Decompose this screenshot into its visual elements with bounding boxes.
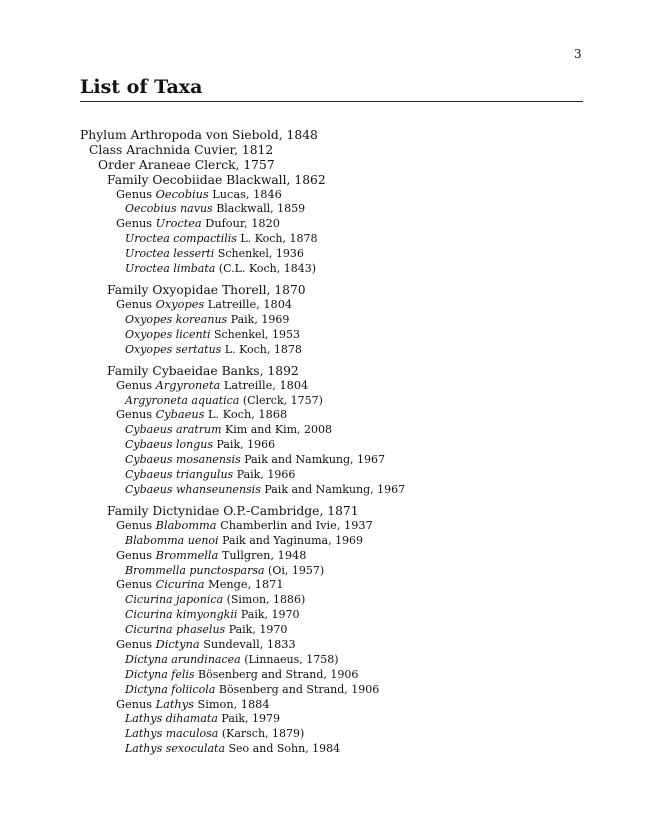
species-name: Cicurina kimyongkii xyxy=(125,608,238,622)
species-author: Seo and Sohn, 1984 xyxy=(228,742,341,756)
species-name: Cybaeus aratrum xyxy=(125,423,222,437)
species-entry xyxy=(80,668,580,683)
species-author: L. Koch, 1878 xyxy=(224,342,302,356)
family-entry: Family Dictynidae O.P.-Cambridge, 1871 xyxy=(107,503,359,518)
genus-prefix: Genus xyxy=(116,187,153,201)
genus-name: Brommella xyxy=(155,548,219,562)
genus-prefix: Genus xyxy=(116,217,153,231)
species-entry xyxy=(80,653,580,668)
genus-entry xyxy=(80,188,580,203)
genus-author: Chamberlin and Ivie, 1937 xyxy=(220,518,373,532)
species-name: Oxyopes koreanus xyxy=(125,312,228,326)
species-entry xyxy=(80,742,580,757)
species-name: Uroctea lesserti xyxy=(125,247,215,261)
species-author: Paik and Yaginuma, 1969 xyxy=(222,533,364,547)
species-entry xyxy=(80,232,580,247)
species-entry xyxy=(80,438,580,453)
class-entry: Class Arachnida Cuvier, 1812 xyxy=(89,142,274,157)
species-entry xyxy=(80,593,580,608)
genus-entry xyxy=(80,379,580,394)
species-name: Oxyopes sertatus xyxy=(125,342,222,356)
genus-author: Menge, 1871 xyxy=(208,578,284,592)
species-entry xyxy=(80,712,580,727)
species-entry xyxy=(80,534,580,549)
taxa-list xyxy=(80,128,580,757)
genus-prefix: Genus xyxy=(116,518,153,532)
species-author: (Oi, 1957) xyxy=(268,563,325,577)
genus-name: Dictyna xyxy=(155,637,200,651)
genus-entry xyxy=(80,217,580,232)
genus-author: Dufour, 1820 xyxy=(205,217,280,231)
genus-author: Latreille, 1804 xyxy=(223,378,309,392)
species-author: L. Koch, 1878 xyxy=(240,232,318,246)
genus-prefix: Genus xyxy=(116,378,153,392)
species-author: Paik, 1969 xyxy=(230,312,290,326)
species-entry xyxy=(80,683,580,698)
species-author: Kim and Kim, 2008 xyxy=(225,423,333,437)
species-author: Schenkel, 1953 xyxy=(213,327,301,341)
species-author: (Clerck, 1757) xyxy=(242,393,323,407)
species-name: Cybaeus triangulus xyxy=(125,467,234,481)
genus-entry xyxy=(80,408,580,423)
genus-name: Oecobius xyxy=(155,187,209,201)
genus-name: Lathys xyxy=(155,697,194,711)
family-entry: Family Cybaeidae Banks, 1892 xyxy=(107,363,299,378)
species-name: Cicurina japonica xyxy=(125,593,224,607)
species-author: (C.L. Koch, 1843) xyxy=(218,262,317,276)
species-entry xyxy=(80,328,580,343)
species-name: Blabomma uenoi xyxy=(125,533,219,547)
genus-name: Oxyopes xyxy=(155,297,205,311)
species-name: Cybaeus whanseunensis xyxy=(125,482,261,496)
species-author: (Linnaeus, 1758) xyxy=(244,652,339,666)
genus-entry xyxy=(80,698,580,713)
species-name: Oecobius navus xyxy=(125,202,213,216)
species-entry xyxy=(80,608,580,623)
title-rule xyxy=(80,101,583,102)
species-name: Dictyna felis xyxy=(125,667,195,681)
genus-entry xyxy=(80,549,580,564)
species-entry xyxy=(80,343,580,358)
species-entry xyxy=(80,623,580,638)
species-author: Paik, 1966 xyxy=(236,467,296,481)
species-name: Lathys maculosa xyxy=(125,727,219,741)
species-entry xyxy=(80,202,580,217)
genus-prefix: Genus xyxy=(116,697,153,711)
species-entry xyxy=(80,247,580,262)
species-name: Uroctea limbata xyxy=(125,262,216,276)
genus-prefix: Genus xyxy=(116,637,153,651)
genus-prefix: Genus xyxy=(116,548,153,562)
genus-author: Simon, 1884 xyxy=(197,697,270,711)
species-author: Paik, 1970 xyxy=(228,623,288,637)
genus-entry xyxy=(80,519,580,534)
species-entry xyxy=(80,468,580,483)
genus-prefix: Genus xyxy=(116,408,153,422)
order-entry: Order Araneae Clerck, 1757 xyxy=(98,157,275,172)
species-name: Brommella punctosparsa xyxy=(125,563,265,577)
genus-prefix: Genus xyxy=(116,578,153,592)
phylum-entry: Phylum Arthropoda von Siebold, 1848 xyxy=(80,128,318,142)
genus-name: Cybaeus xyxy=(155,408,205,422)
genus-name: Uroctea xyxy=(155,217,202,231)
species-name: Lathys sexoculata xyxy=(125,742,226,756)
species-entry xyxy=(80,564,580,579)
species-author: Bösenberg and Strand, 1906 xyxy=(218,682,380,696)
species-name: Uroctea compactilis xyxy=(125,232,237,246)
species-entry xyxy=(80,313,580,328)
species-entry xyxy=(80,453,580,468)
species-name: Lathys dihamata xyxy=(125,712,218,726)
species-author: Paik and Namkung, 1967 xyxy=(244,453,386,467)
species-entry xyxy=(80,727,580,742)
genus-name: Blabomma xyxy=(155,518,217,532)
species-name: Cybaeus mosanensis xyxy=(125,453,241,467)
genus-name: Cicurina xyxy=(155,578,205,592)
species-author: (Simon, 1886) xyxy=(226,593,306,607)
species-author: Blackwall, 1859 xyxy=(216,202,306,216)
genus-author: Tullgren, 1948 xyxy=(221,548,307,562)
species-author: Schenkel, 1936 xyxy=(217,247,304,261)
genus-entry xyxy=(80,578,580,593)
genus-prefix: Genus xyxy=(116,297,153,311)
species-entry xyxy=(80,483,580,498)
species-name: Argyroneta aquatica xyxy=(125,393,240,407)
species-name: Dictyna arundinacea xyxy=(125,652,241,666)
genus-name: Argyroneta xyxy=(155,378,221,392)
species-name: Dictyna foliicola xyxy=(125,682,216,696)
species-entry xyxy=(80,423,580,438)
species-entry xyxy=(80,262,580,277)
genus-author: Sundevall, 1833 xyxy=(203,637,296,651)
species-entry xyxy=(80,394,580,409)
page-number: 3 xyxy=(574,47,582,61)
family-list xyxy=(80,173,580,757)
species-name: Cicurina phaselus xyxy=(125,623,226,637)
family-entry: Family Oecobiidae Blackwall, 1862 xyxy=(107,172,326,187)
species-name: Cybaeus longus xyxy=(125,438,213,452)
species-author: Bösenberg and Strand, 1906 xyxy=(198,667,359,681)
family-entry: Family Oxyopidae Thorell, 1870 xyxy=(107,283,306,298)
species-author: Paik and Namkung, 1967 xyxy=(264,482,406,496)
species-author: Paik, 1979 xyxy=(221,712,281,726)
genus-author: L. Koch, 1868 xyxy=(208,408,288,422)
genus-author: Latreille, 1804 xyxy=(207,297,293,311)
genus-entry xyxy=(80,298,580,313)
page-title: List of Taxa xyxy=(80,76,203,98)
species-author: Paik, 1970 xyxy=(240,608,300,622)
genus-entry xyxy=(80,638,580,653)
species-author: (Karsch, 1879) xyxy=(221,727,305,741)
species-author: Paik, 1966 xyxy=(216,438,276,452)
genus-author: Lucas, 1846 xyxy=(212,187,282,201)
species-name: Oxyopes licenti xyxy=(125,327,211,341)
